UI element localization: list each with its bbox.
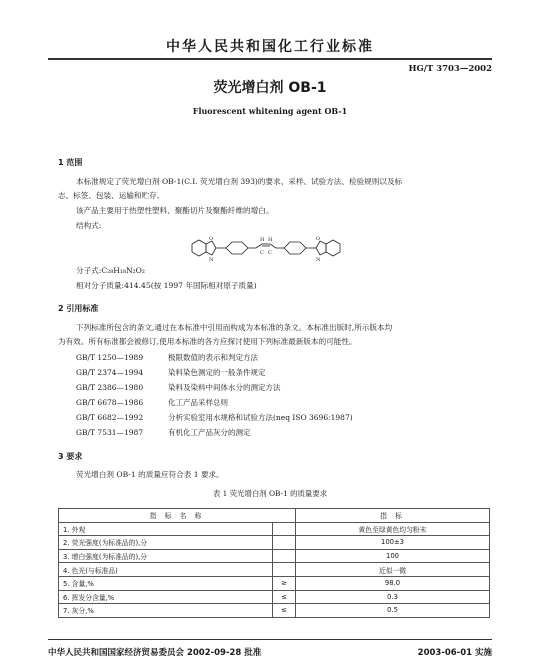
reference-code: GB/T 2374—1994: [76, 368, 144, 377]
svg-text:N: N: [316, 257, 321, 263]
table-header-row: [59, 509, 490, 523]
svg-text:N: N: [209, 257, 214, 263]
molecular-formula-label: 分子式:: [76, 266, 102, 275]
table-row: [59, 604, 490, 618]
column-header-value: 指 标: [296, 509, 490, 523]
standard-org-header: 中华人民共和国化工行业标准: [166, 39, 374, 55]
footer-rule: [48, 639, 492, 640]
reference-title: 化工产品采样总则: [168, 398, 228, 407]
table-row: [59, 576, 490, 590]
reference-code: GB/T 2386—1980: [76, 383, 144, 392]
svg-text:H: H: [268, 237, 273, 243]
title-chinese: 荧光增白剂 OB-1: [213, 80, 327, 96]
cell-value: 98.0: [296, 576, 490, 590]
reference-title: 有机化工产品灰分的测定: [168, 428, 251, 437]
structure-label: 结构式:: [76, 221, 102, 230]
reference-title: 染料及染料中间体水分的测定方法: [168, 383, 281, 392]
table-row: [59, 563, 490, 577]
cell-name: 4. 色光(与标准品): [59, 563, 273, 577]
reference-item: [76, 382, 281, 393]
header-rule: [48, 58, 492, 60]
requirements-paragraph: 荧光增白剂 OB-1 的质量应符合表 1 要求。: [76, 470, 224, 479]
references-intro-line2: 为有效。所有标准都会被修订,使用本标准的各方应探讨使用下列标准最新版本的可能性。: [58, 337, 357, 346]
references-intro-line1: 下列标准所包含的条文,通过在本标准中引用而构成为本标准的条文。本标准出版时,所示版本均: [76, 323, 393, 332]
structural-formula-diagram: [188, 232, 358, 264]
scope-paragraph-line1: 本标准规定了荧光增白剂 OB-1(C.I. 荧光增白剂 393)的要求、采样、试验方法、检验规则以及标: [76, 177, 403, 186]
table-row: [59, 522, 490, 536]
cell-sign: [273, 522, 296, 536]
reference-code: GB/T 6682—1992: [76, 413, 144, 422]
usage-paragraph: 该产品主要用于热塑性塑料、聚酯切片及聚酯纤维的增白。: [76, 206, 274, 215]
reference-item: [76, 397, 228, 408]
reference-item: [76, 352, 258, 363]
reference-code: GB/T 1250—1989: [76, 353, 144, 362]
implementation-date: 2003-06-01 实施: [417, 648, 492, 658]
svg-text:C: C: [260, 250, 264, 256]
scope-paragraph-line2: 志、标签、包装、运输和贮存。: [58, 191, 165, 200]
svg-text:H: H: [260, 237, 265, 243]
cell-sign: [273, 536, 296, 550]
section-2-heading: 2 引用标准: [58, 304, 99, 313]
cell-sign: ≤: [273, 604, 296, 618]
svg-text:O: O: [209, 236, 214, 242]
cell-name: 5. 含量,%: [59, 576, 273, 590]
section-1-heading: 1 范围: [58, 158, 83, 167]
molecular-formula: [76, 264, 145, 278]
cell-sign: ≥: [273, 576, 296, 590]
cell-sign: [273, 549, 296, 563]
reference-title: 极限数值的表示和判定方法: [168, 353, 258, 362]
quality-requirements-table: [58, 508, 490, 618]
approval-statement: 中华人民共和国国家经济贸易委员会 2002-09-28 批准: [48, 648, 262, 658]
cell-sign: ≤: [273, 590, 296, 604]
cell-value: 100±3: [296, 536, 490, 550]
cell-name: 2. 荧光强度(为标准品的),分: [59, 536, 273, 550]
reference-code: GB/T 7531—1987: [76, 428, 144, 437]
cell-value: 近似一微: [296, 563, 490, 577]
reference-title: 染料染色测定的一般条件规定: [168, 368, 266, 377]
title-english: Fluorescent whitening agent OB-1: [192, 106, 348, 116]
reference-item: [76, 412, 353, 423]
section-3-heading: 3 要求: [58, 452, 83, 461]
cell-value: 黄色至绿黄色均匀粉末: [296, 522, 490, 536]
cell-sign: [273, 563, 296, 577]
table-row: [59, 536, 490, 550]
cell-value: 100: [296, 549, 490, 563]
table-row: [59, 549, 490, 563]
cell-name: 7. 灰分,%: [59, 604, 273, 618]
reference-title: 分析实验室用水规格和试验方法(neq ISO 3696:1987): [168, 413, 353, 422]
reference-code: GB/T 6678—1986: [76, 398, 144, 407]
cell-name: 6. 挥发分含量,%: [59, 590, 273, 604]
cell-value: 0.3: [296, 590, 490, 604]
reference-item: [76, 367, 266, 378]
standard-code: HG/T 3703—2002: [408, 64, 492, 74]
cell-name: 1. 外观: [59, 522, 273, 536]
cell-name: 3. 增白强度(为标准品的),分: [59, 549, 273, 563]
cell-value: 0.5: [296, 604, 490, 618]
svg-text:C: C: [268, 250, 272, 256]
svg-text:O: O: [316, 236, 321, 242]
table-caption: 表 1 荧光增白剂 OB-1 的质量要求: [212, 489, 328, 498]
molecular-mass: 相对分子质量:414.45(按 1997 年国际相对原子质量): [76, 281, 257, 290]
reference-item: [76, 427, 251, 438]
table-row: [59, 590, 490, 604]
molecular-formula-value: C₂₈H₁₈N₂O₂: [101, 266, 145, 275]
column-header-name: 指 标 名 称: [59, 509, 296, 523]
